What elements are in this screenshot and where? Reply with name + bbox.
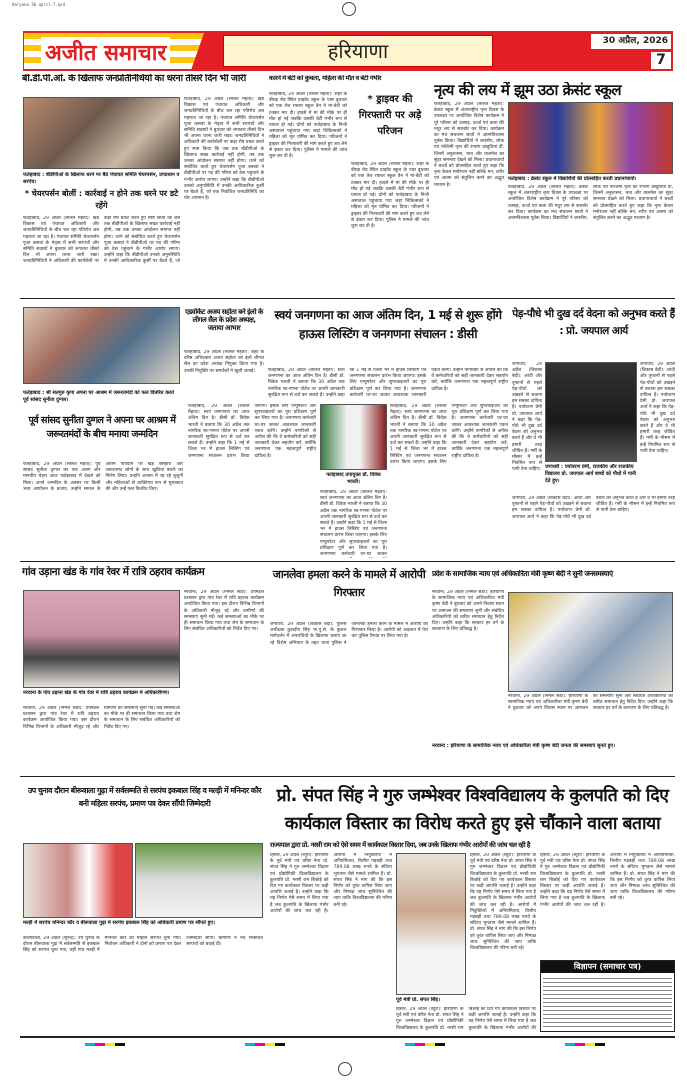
headline-bdpo-protest: बी.डी.पी.ओ. के खिलाफ जनप्रतिनिधियों का धरना तीसरे दिन भी जारी [22,74,246,84]
article-body: फतेहाबाद, 29 अप्रैल (ललित मैहता): स्वयं जनगणना का आज अंतिम दिन है। डीसी डॉ. विवेक भारती ने बताया कि 30 अप्रैल तक नागरिक स्व-गणना पोर्टल पर अपनी जानकारी सुरक्षित रूप से दर्ज कर सकते हैं। उन्होंने कहा कि 1 मई से जिला भर में हाउस लिस्टिंग एवं जनगणना संचालन प्रारंभ किया जाएगा। इसके लिए एन्यूमरेटर और सुपरवाइजरों का पूरा प्रशिक्षण पूर्ण कर लिया गया है। जनगणना कर्मचारी घर-घर जाकर आवश्यक जानकारी एकत्र करेंगे। उन्होंने नागरिकों से अपील की कि वे कर्मचारियों को सही जानकारी देकर सहयोग करें, क्योंकि जनगणना एक महत्वपूर्ण राष्ट्रीय दायित्व है। [390,404,508,465]
headline-sunita-duggal: पूर्व सांसद सुनीता दुग्गल ने अपना घर आश्रम में जरूरतमंदों के बीच मनाया जन्मदिन [28,415,176,440]
headline-van-accident: कारने में बेटी को कुचला, महिला की मौत व बेटी गंभीर [269,75,381,82]
photo-row [396,853,536,995]
section-title: हरियाणा [223,35,493,67]
article-body: फतेहाबाद, 29 अप्रैल (ललित मैहता): खंड विकास एवं पंचायत अधिकारी और जनप्रतिनिधियों के बीच चल रहा गतिरोध अब गहराता जा रहा है। पंचायत समिति चेयरपर्सन पूजा कसवां के नेतृत्व में सभी सरपंचों और समिति सदस्यों ने बुधवार को लगातार तीसरे दिन भी अपना धरना जारी रखा। जनप्रतिनिधियों ने अधिकारी की कार्यशैली पर कड़ा रोष प्रकट करते हुए स्पष्ट किया कि जब तक बीडीपीओ के खिलाफ सख्त कार्रवाई नहीं होगी, तब तक उनका आंदोलन समाप्त नहीं होगा। धरने को संबोधित करते हुए चेयरपर्सन पूजा कसवां ने बीडीपीओ पर पद की गरिमा को ठेस पहुंचाने के गंभीर आरोप लगाए। उन्होंने कहा कि बीडीपीओ उनको अनुपस्थिति में उनकी आधिकारिक कुर्सी पर बैठते हैं, जो [23,216,180,265]
photo-sarpanch-1 [23,843,133,918]
article-body: जगाधरी, 29 अप्रैल (विकास बेदी): आंधी और तूफानों से पहले पेड़-पौधों को उखड़ने से बचाना हम सबका दायित्व है। पर्यावरण प्रेमी प्रो. जयपाल आर्य ने कहा कि पेड़-पौधे भी दुख दर्द वेदना को अनुभव करते हैं और वे भी हमारी तरह जीवित हैं। गर्मी के मौसम में इन्हें नियमित रूप से पानी देना चाहिए। [512,362,542,473]
headline-arrest: जानलेवा हमला करने के मामले में आरोपी गिरफ्तार [272,568,426,599]
color-bars [85,1043,125,1046]
photo-rever [23,590,180,688]
caption-ashram: फतेहाबाद : श्री सतगुरु कृपा अपना घर आश्रम में जरूरतमंदों को फल वितरित करते पूर्व सांसद सुनीता दुग्गल। [23,390,174,403]
article-body: हिसार, 29 अप्रैल (ब्यूरो): हरियाणा के पूर्व मंत्री एवं वरिष्ठ नेता प्रो. संपत सिंह ने गुरु जम्भेश्वर विज्ञान एवं प्रौद्योगिकी विश्वविद्यालय के कुलपति प्रो. नरसी राम बिश्नोई को दिए गए कार्यकाल विस्तार पर कड़ी आपत्ति जताई है। उन्होंने कहा कि यह निर्णय ऐसे समय में लिया गया है जब कुलपति के खिलाफ गंभीर आरोपों की जांच चल रही है। आरोपों में नियुक्तियों में अनियमितता, वित्तीय गड़बड़ी तथा 789.08 लाख रुपये के संदिग्ध भुगतान जैसे मामले शामिल हैं। प्रो. संपत सिंह ने मांग की कि इस निर्णय को तुरंत वापिस लिया जाए और निष्पक्ष जांच सुनिश्चित की जाए ताकि विश्वविद्यालय की गरिमा बनी रहे। [540,853,675,908]
pull-quote: * चेयरपर्सन बोलीं : कार्रवाई न होने तक धरने पर डटे रहेंगे [24,189,179,210]
headline-krishan-bedi: प्रदेश के सामाजिक न्याय एवं अधिकारिता मंत्री कृष्ण बेदी ने सुनी जनसमस्याएं [432,570,613,578]
pull-quote: * ड्राइवर की गिरफ्तारी पर अड़े परिजन [358,94,422,137]
divider [20,561,675,562]
article-body: फतेहाबाद, 29 अप्रैल (ललित मैहता): क्रेसंट स्कूल में अंतरराष्ट्रीय नृत्य दिवस के उपलक्ष्य पर आयोजित विशेष कार्यक्रम ने पूरे परिसर को उत्साह, ऊर्जा एवं कला की मधुर लय से सराबोर कर दिया। कार्यक्रम का मंच संचालन छात्रों ने आत्मविश्वास पूर्वक किया। विद्यार्थियों ने शास्त्रीय, लोक एवं पश्चिमी नृत्य की रंगारंग प्रस्तुतियां दीं, जिनमें अनुशासन, भाव और तालमेल का सुंदर समन्वय देखने को मिला। प्रधानाचार्या ने बच्चों को प्रोत्साहित करते हुए कहा कि नृत्य केवल मनोरंजन नहीं बल्कि मन, शरीर एवं आत्मा को संतुलित करने का अद्भुत माध्यम है। [508,185,673,222]
headline-rever-village: गांव उड़ाना खंड के गांव रेवर में रात्रि ठहराव कार्यक्रम [22,566,205,578]
article-body: फतेहाबाद, 29 अप्रैल (ललित मैहता): स्वयं जनगणना का आज अंतिम दिन है। डीसी डॉ. विवेक भारती ने बताया कि 30 अप्रैल तक नागरिक स्व-गणना पोर्टल पर अपनी जानकारी सुरक्षित रूप से दर्ज कर सकते हैं। उन्होंने कहा कि 1 मई से जिला भर में हाउस लिस्टिंग एवं जनगणना संचालन प्रारंभ किया जाएगा। इसके लिए एन्यूमरेटर और सुपरवाइजरों का पूरा प्रशिक्षण पूर्ण कर लिया गया है। जनगणना कर्मचारी घर-घर जाकर [320,490,387,558]
classified-ad [540,960,675,1032]
article-body: फतेहाबाद, 29 अप्रैल (ललित मैहता): शहर के बीघड़ रोड स्थित प्राइवेट स्कूल के पास बुधवार को एक तेज रफ्तार स्कूल वैन ने मां-बेटी को टक्कर मार दी। हादसे में मां की मौके पर ही मौत हो गई जबकि उसकी बेटी गंभीर रूप से घायल हो गई। दोनों को फतेहाबाद के निजी अस्पताल पहुंचाया गया जहां चिकित्सकों ने महिला को मृत घोषित कर दिया। परिजनों ने ड्राइवर की गिरफ्तारी की मांग करते हुए शव लेने से इंकार कर दिया। पुलिस ने मामले की जांच शुरू कर दी है। [351,162,429,230]
headline-sarpanch: उप चुनाव दौरान बीरूवाला गुढ़ा में सर्वसम्मति से सरपंच इकबाल सिंह व मल्ड़ी में मनिन्दर कौर बनी महिला सरपंच, प्रमाण पत्र देकर सौंपी जिम्मेदारी [27,786,262,808]
headline-census: स्वयं जनगणना का आज अंतिम दिन, 1 मई से शुरू होंगे हाऊस लिस्टिंग व जनगणना संचालन : डीसी [274,308,502,341]
page-number: 7 [651,52,671,69]
ad-title: विज्ञापन (समाचार पत्र) [541,961,674,973]
subhead-sampat-singh: राज्यपाल द्वारा प्रो. नरसी राम को ऐसे समय में कार्यकाल विस्तार दिया, जब उनके खिलाफ गंभीर आरोपों की जांच चल रही है [270,841,530,849]
article-body: नरवाना, 29 अप्रैल (निर्मल सेठी): उपमंडल प्रशासन द्वारा गांव रेवर में रात्रि ठहराव कार्यक्रम आयोजित किया गया। इस दौरान विभिन्न विभागों के अधिकारी मौजूद रहे और ग्रामीणों की समस्याएं सुनी गईं। कई समस्याओं का मौके पर ही समाधान किया गया तथा शेष के समाधान के लिए संबंधित अधिकारियों को निर्देश दिए गए। [184,590,264,633]
article-body: हिसार, 29 अप्रैल (ब्यूरो): हरियाणा के पूर्व मंत्री एवं वरिष्ठ नेता प्रो. संपत सिंह ने गुरु जम्भेश्वर विज्ञान एवं प्रौद्योगिकी विश्वविद्यालय के कुलपति प्रो. नरसी राम बिश्नोई को दिए गए कार्यकाल विस्तार पर कड़ी आपत्ति जताई है। उन्होंने कहा कि यह निर्णय ऐसे समय में लिया गया है जब कुलपति के खिलाफ गंभीर आरोपों की जांच चल रही है। आरोपों में नियुक्तियों में अनियमितता, वित्तीय गड़बड़ी तथा 789.08 लाख रुपये के संदिग्ध भुगतान जैसे मामले शामिल हैं। प्रो. संपत सिंह ने मांग की कि इस निर्णय को तुरंत वापिस लिया जाए और निष्पक्ष जांच सुनिश्चित की जाए ताकि विश्वविद्यालय की गरिमा बनी रहे। [470,853,536,952]
photo-dc [320,404,387,470]
article-body: जगाधरी, 29 अप्रैल (विकास बेदी): आंधी और तूफानों से पहले पेड़-पौधों को उखड़ने से बचाना हम सबका दायित्व है। पर्यावरण प्रेमी प्रो. जयपाल आर्य ने कहा कि पेड़-पौधे भी दुख दर्द वेदना को अनुभव करते हैं और वे भी हमारी तरह जीवित हैं। गर्मी के मौसम में इन्हें नियमित रूप से पानी देना चाहिए। [512,496,675,520]
photo-distribution [23,307,180,384]
article-body: फतेहाबाद, 29 अप्रैल (ललित मैहता): स्वयं जनगणना का आज अंतिम दिन है। डीसी डॉ. विवेक भारती ने बताया कि 30 अप्रैल तक नागरिक स्व-गणना पोर्टल पर अपनी जानकारी सुरक्षित रूप से दर्ज कर सकते हैं। उन्होंने कहा कि 1 मई से जिला भर में हाउस लिस्टिंग एवं जनगणना संचालन प्रारंभ किया जाएगा। इसके लिए एन्यूमरेटर और सुपरवाइजरों का पूरा प्रशिक्षण पूर्ण कर लिया गया है। जनगणना कर्मचारी घर-घर जाकर आवश्यक जानकारी एकत्र करेंगे। उन्होंने नागरिकों से अपील की कि वे कर्मचारियों को सही जानकारी देकर सहयोग करें, क्योंकि जनगणना एक महत्वपूर्ण राष्ट्रीय दायित्व है। [268,368,508,398]
paper-name: अजीत समाचार [41,37,170,67]
photo-bedi [508,592,673,692]
article-body: नरवाना, 29 अप्रैल (निर्मल सेठी): हरियाणा के सामाजिक न्याय एवं अधिकारिता मंत्री कृष्ण बेदी ने बुधवार को अपने निवास स्थान पर आमजन की समस्याएं सुनीं और संबंधित अधिकारियों को त्वरित समाधान हेतु निर्देश दिए। उन्होंने कहा कि सरकार हर वर्ग के कल्याण के लिए प्रतिबद्ध है। [432,590,504,633]
registration-mark [342,2,356,16]
photo-column [396,853,536,1032]
caption-dance: फतेहाबाद : क्रेसंट स्कूल में विद्यार्थियों की प्रोत्साहित करती प्रधानाचार्या। [508,176,637,182]
headline-sampat-singh: प्रो. संपत सिंह ने गुरु जम्भेश्वर विश्वविद्यालय के कुलपति को दिए कार्यकाल विस्तार का विरोध करते हुए इसे चौंकाने वाला बताया [276,786,669,834]
article-body: जगाधरी, 29 अप्रैल (विकास बेदी): पुलिस अधीक्षक कुलदीप सिंह भा.पु.से. के कुशल मार्गदर्शन में अपराधियों के खिलाफ चलाए जा रहे विशेष अभियान के तहत थाना पुलिस ने जानलेवा हमला करने के मामले में आरोपी को गिरफ्तार किया है। आरोपी को अदालत में पेश कर पुलिस रिमांड पर लिया गया है। [270,622,428,646]
caption-rever: नरवाना के गांव उड़ाना खंड के गांव रेवर में रात्रि ठहराव कार्यक्रम में अधिकारीगण। [23,690,170,696]
ad-text [543,975,672,1027]
article-body: हिसार, 29 अप्रैल (ब्यूरो): हरियाणा के पूर्व मंत्री एवं वरिष्ठ नेता प्रो. संपत सिंह ने गुरु जम्भेश्वर विज्ञान एवं प्रौद्योगिकी विश्वविद्यालय के कुलपति प्रो. नरसी राम बिश्नोई को दिए गए कार्यकाल विस्तार पर कड़ी आपत्ति जताई है। उन्होंने कहा कि यह निर्णय ऐसे समय में लिया गया है जब कुलपति के खिलाफ गंभीर आरोपों की [396,1007,536,1031]
article-body: फतेहाबाद, 29 अप्रैल (ललित मैहता): खंड विकास एवं पंचायत अधिकारी और जनप्रतिनिधियों के बीच चल रहा गतिरोध अब गहराता जा रहा है। पंचायत समिति चेयरपर्सन पूजा कसवां के नेतृत्व में सभी सरपंचों और समिति सदस्यों ने बुधवार को लगातार तीसरे दिन भी अपना धरना जारी रखा। जनप्रतिनिधियों ने अधिकारी की कार्यशैली पर कड़ा रोष प्रकट करते हुए स्पष्ट किया कि जब तक बीडीपीओ के खिलाफ सख्त कार्रवाई नहीं होगी, तब तक उनका आंदोलन समाप्त नहीं होगा। धरने को संबोधित करते हुए चेयरपर्सन पूजा कसवां ने बीडीपीओ पर पद की गरिमा को ठेस पहुंचाने के गंभीर आरोप लगाए। उन्होंने कहा कि बीडीपीओ उनको अनुपस्थिति में उनकी आधिकारिक कुर्सी पर बैठते हैं, जो एक निर्वाचित जनप्रतिनिधि का घोर अपमान है। [184,97,264,202]
date: 30 अप्रैल, 2026 [591,34,671,49]
registration-mark [338,1062,352,1076]
right-column [540,853,675,1032]
caption-bedi: नरवाना : हरियाणा के सामाजिक न्याय एवं अधिकारिता मंत्री कृष्ण बेदी जनता की समस्याएं सुनते हुए। [432,743,616,749]
caption-sarpanch: मल्ड़ी में सरपंच मनिन्दर कौर व बीरूवाला गुढ़ा में सरपंच इकबाल सिंह को अधिकारी प्रमाण पत्र सौंपते हुए। [23,920,215,926]
photo-sampat-singh [396,853,466,995]
print-slug: Haryana 30 april-7.qxd [12,2,65,7]
headline-trees: पेड़-पौधे भी दुख दर्द वेदना को अनुभव करते हैं : प्रो. जयपाल आर्य [512,308,675,337]
color-bars [405,1043,445,1046]
article-sampat-singh [270,782,675,1032]
article-body: नरवाना, 29 अप्रैल (निर्मल सेठी): उपमंडल प्रशासन द्वारा गांव रेवर में रात्रि ठहराव कार्यक्रम आयोजित किया गया। इस दौरान विभिन्न विभागों के अधिकारी मौजूद रहे और ग्रामीणों की समस्याएं सुनी गईं। कई समस्याओं का मौके पर ही समाधान किया गया तथा शेष के समाधान के लिए संबंधित अधिकारियों को निर्देश दिए गए। [23,706,180,730]
article-body: हिसार, 29 अप्रैल (ब्यूरो): हरियाणा के पूर्व मंत्री एवं वरिष्ठ नेता प्रो. संपत सिंह ने गुरु जम्भेश्वर विज्ञान एवं प्रौद्योगिकी विश्वविद्यालय के कुलपति प्रो. नरसी राम बिश्नोई को दिए गए कार्यकाल विस्तार पर कड़ी आपत्ति जताई है। उन्होंने कहा कि यह निर्णय ऐसे समय में लिया गया है जब कुलपति के खिलाफ गंभीर आरोपों की जांच चल रही है। आरोपों में नियुक्तियों में अनियमितता, वित्तीय गड़बड़ी तथा 789.08 लाख रुपये के संदिग्ध भुगतान जैसे मामले शामिल हैं। प्रो. संपत सिंह ने मांग की कि इस निर्णय को तुरंत वापिस लिया जाए और निष्पक्ष जांच सुनिश्चित की जाए ताकि विश्वविद्यालय की गरिमा बनी रहे। [270,853,392,914]
article-body: फतेहाबाद, 29 अप्रैल (ललित मैहता): क्रेसंट स्कूल में अंतरराष्ट्रीय नृत्य दिवस के उपलक्ष्य पर आयोजित विशेष कार्यक्रम ने पूरे परिसर को उत्साह, ऊर्जा एवं कला की मधुर लय से सराबोर कर दिया। कार्यक्रम का मंच संचालन छात्रों ने आत्मविश्वास पूर्वक किया। विद्यार्थियों ने शास्त्रीय, लोक एवं पश्चिमी नृत्य की रंगारंग प्रस्तुतियां दीं, जिनमें अनुशासन, भाव और तालमेल का सुंदर समन्वय देखने को मिला। प्रधानाचार्या ने बच्चों को प्रोत्साहित करते हुए कहा कि नृत्य केवल मनोरंजन नहीं बल्कि मन, शरीर एवं आत्मा को संतुलित करने का अद्भुत माध्यम है। [434,102,504,188]
article-body: फतेहाबाद, 29 अप्रैल (ललित मैहता): स्वयं जनगणना का आज अंतिम दिन है। डीसी डॉ. विवेक भारती ने बताया कि 30 अप्रैल तक नागरिक स्व-गणना पोर्टल पर अपनी जानकारी सुरक्षित रूप से दर्ज कर सकते हैं। उन्होंने कहा कि 1 मई से जिला भर में हाउस लिस्टिंग एवं जनगणना संचालन प्रारंभ किया जाएगा। इसके लिए एन्यूमरेटर और सुपरवाइजरों का पूरा प्रशिक्षण पूर्ण कर लिया गया है। जनगणना कर्मचारी घर-घर जाकर आवश्यक जानकारी एकत्र करेंगे। उन्होंने नागरिकों से अपील की कि वे कर्मचारियों को सही जानकारी देकर सहयोग करें, क्योंकि जनगणना एक महत्वपूर्ण राष्ट्रीय दायित्व है। [188,404,316,459]
headline-crescent-school: नृत्य की लय में झूम उठा क्रेसंट स्कूल [434,82,622,99]
masthead [23,31,673,71]
article-body: फतेहाबाद, 29 अप्रैल (ललित मैहता): शहर के वरिष्ठ अधिवक्ता अजय सहोता को इंलो लीगल सैल का प्रदेश अध्यक्ष नियुक्त किया गया है। उनकी नियुक्ति पर समर्थकों ने खुशी जताई। [184,350,264,374]
photo-protest [23,97,180,169]
photo-trees [545,362,637,462]
photo-sarpanch-2 [135,843,263,918]
article-body: नरवाना, 29 अप्रैल (निर्मल सेठी): हरियाणा के सामाजिक न्याय एवं अधिकारिता मंत्री कृष्ण बेदी ने बुधवार को अपने निवास स्थान पर आमजन की समस्याएं सुनीं और संबंधित अधिकारियों को त्वरित समाधान हेतु निर्देश दिए। उन्होंने कहा कि सरकार हर वर्ग के कल्याण के लिए प्रतिबद्ध है। [508,694,673,712]
caption-dc: फतेहाबाद उपायुक्त डॉ. विवेक भारती। [326,472,381,485]
divider [20,776,675,777]
article-body: फतेहाबाद, 29 अप्रैल (ललित मैहता): पूर्व सांसद सुनीता दुग्गल का एक अलग और मानवीय चेहरा आज फतेहाबाद में देखने को मिला। अपने जन्मदिन के अवसर पर किसी भव्य आयोजन के बजाय, उन्होंने समाज के अंतिम पायदान पर खड़े बेसहारा और जरूरतमंद लोगों के साथ खुशियां बांटने का निर्णय लिया। उन्होंने आश्रम में रह रहे बुजुर्गों और महिलाओं से व्यक्तिगत रूप से मुलाकात की और उन्हें फल वितरित किए। [23,462,183,492]
divider [20,298,675,299]
article-body: कालांवाली, 29 अप्रैल (सुरेन्द्र): उप चुनाव के दौरान बीरूवाला गुढ़ा में सर्वसम्मति से इकबाल सिंह को सरपंच चुना गया, वहीं गांव मल्ड़ी में मनिन्दर कौर को महिला सरपंच चुना गया। निर्वाचन अधिकारी ने दोनों को प्रमाण पत्र देकर जिम्मेदारी सौंपी। ग्रामीणों ने नव निर्वाचित सरपंचों को बधाई दी। [23,936,263,954]
caption-sampat-singh: पूर्व मंत्री प्रो. संपत सिंह। [396,997,440,1003]
photo-dance [508,102,673,174]
caption-protest: फतेहाबाद : बीडीपीओ के खिलाफ धरने पर बैठे पंचायत समिति चेयरपर्सन, उपप्रधान व सरपंच। [23,172,180,185]
article-columns [270,853,675,1032]
color-bars [245,1043,285,1046]
caption-trees: जगाधरी : पर्यावरण प्रेमी, राजकीय और राजकीय विद्यालय प्रो. जयपाल आर्य बच्चों को पौधों में पानी देते हुए। [545,464,636,484]
article-body: जगाधरी, 29 अप्रैल (विकास बेदी): आंधी और तूफानों से पहले पेड़-पौधों को उखड़ने से बचाना हम सबका दायित्व है। पर्यावरण प्रेमी प्रो. जयपाल आर्य ने कहा कि पेड़-पौधे भी दुख दर्द वेदना को अनुभव करते हैं और वे भी हमारी तरह जीवित हैं। गर्मी के मौसम में इन्हें नियमित रूप से पानी देना चाहिए। [640,362,675,454]
page-bottom-rule [20,1036,675,1038]
color-bars [565,1043,605,1046]
article-body: फतेहाबाद, 29 अप्रैल (ललित मैहता): शहर के बीघड़ रोड स्थित प्राइवेट स्कूल के पास बुधवार को एक तेज रफ्तार स्कूल वैन ने मां-बेटी को टक्कर मार दी। हादसे में मां की मौके पर ही मौत हो गई जबकि उसकी बेटी गंभीर रूप से घायल हो गई। दोनों को फतेहाबाद के निजी अस्पताल पहुंचाया गया जहां चिकित्सकों ने महिला को मृत घोषित कर दिया। परिजनों ने ड्राइवर की गिरफ्तारी की मांग करते हुए शव लेने से इंकार कर दिया। पुलिस ने मामले की जांच शुरू कर दी है। [269,92,347,160]
headline-advocate: एडवोकेट अजय सहोता बने इंलो के लीगल सैल के प्रदेश अध्यक्ष, जताया आभार [185,308,263,333]
